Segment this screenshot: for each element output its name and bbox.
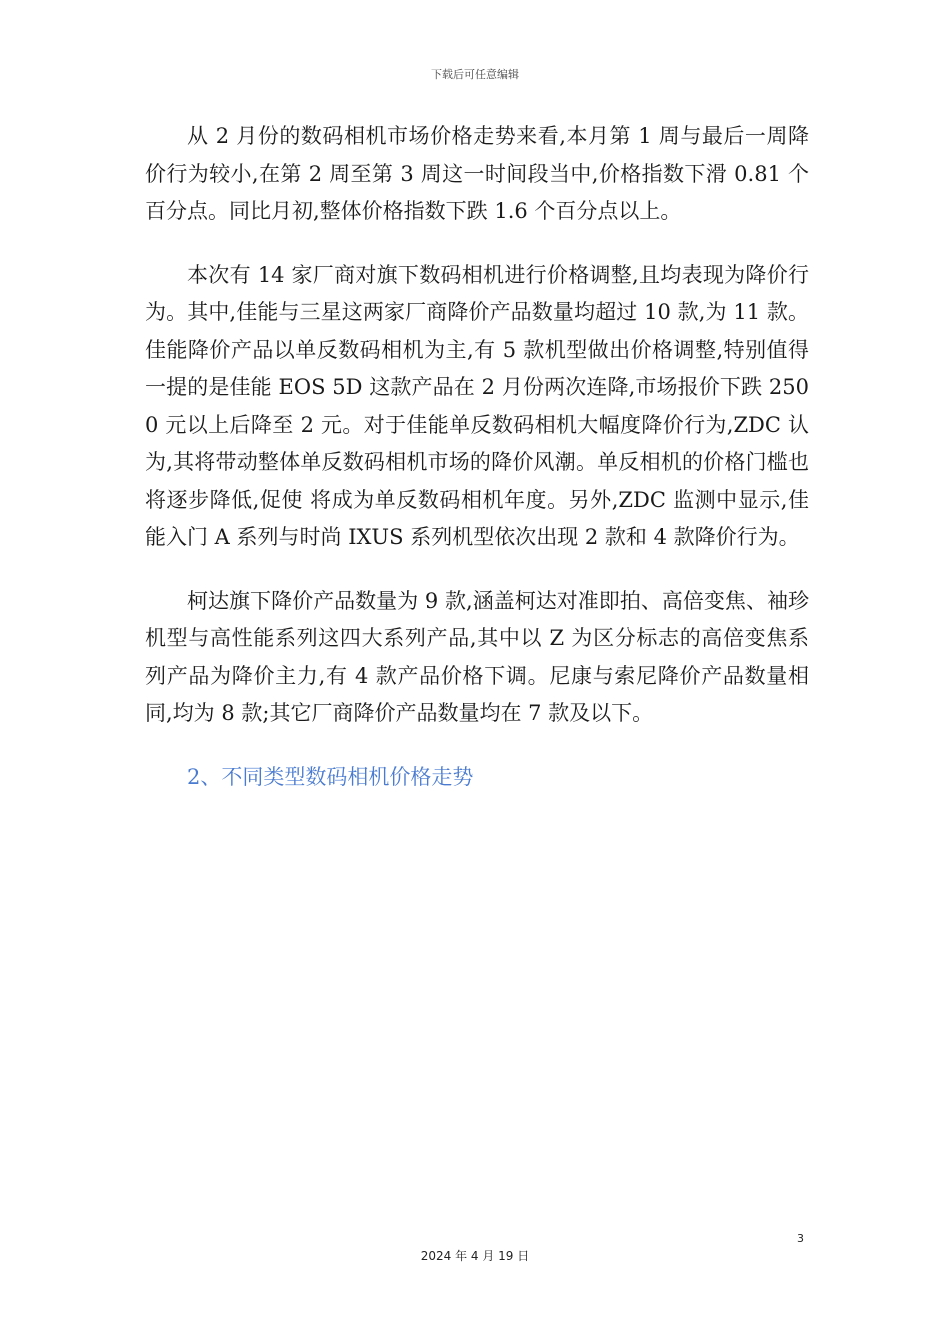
page-header: 下载后可任意编辑 (431, 68, 519, 81)
page-footer-date: 2024 年 4 月 19 日 (420, 1249, 530, 1263)
page-number: 3 (797, 1232, 804, 1245)
paragraph-kodak-nikon-sony: 柯达旗下降价产品数量为 9 款,涵盖柯达对准即拍、高倍变焦、袖珍机型与高性能系列这四大系列产品,其中以 Z 为区分标志的高倍变焦系列产品为降价主力,有 4 款产品价格下调。尼康与索尼降价产品数量相同,均为 8 款;其它厂商降价产品数量均在 7 款及以下。 (145, 588, 809, 725)
paragraph-price-trend: 从 2 月份的数码相机市场价格走势来看,本月第 1 周与最后一周降价行为较小,在第 2 周至第 3 周这一时间段当中,价格指数下滑 0.81 个百分点。同比月初,整体价格指数下跌 1.6 个百分点以上。 (145, 124, 809, 223)
paragraph-manufacturers: 本次有 14 家厂商对旗下数码相机进行价格调整,且均表现为降价行为。其中,佳能与三星这两家厂商降价产品数量均超过 10 款,为 11 款。佳能降价产品以单反数码相机为主,有 5 款机型做出价格调整,特别值得一提的是佳能 EOS 5D 这款产品在 2 月份两次连降,市场报价下跌 2500 元以上后降至 2 元。对于佳能单反数码相机大幅度降价行为,ZDC 认为,其将带动整体单反数码相机市场的降价风潮。单反相机的价格门槛也将逐步降低,促使 将成为单反数码相机年度。另外,ZDC 监测中显示,佳能入门 A 系列与时尚 IXUS 系列机型依次出现 2 款和 4 款降价行为。 (145, 262, 809, 549)
document-body (145, 118, 809, 796)
section-heading: 2、不同类型数码相机价格走势 (187, 764, 474, 789)
